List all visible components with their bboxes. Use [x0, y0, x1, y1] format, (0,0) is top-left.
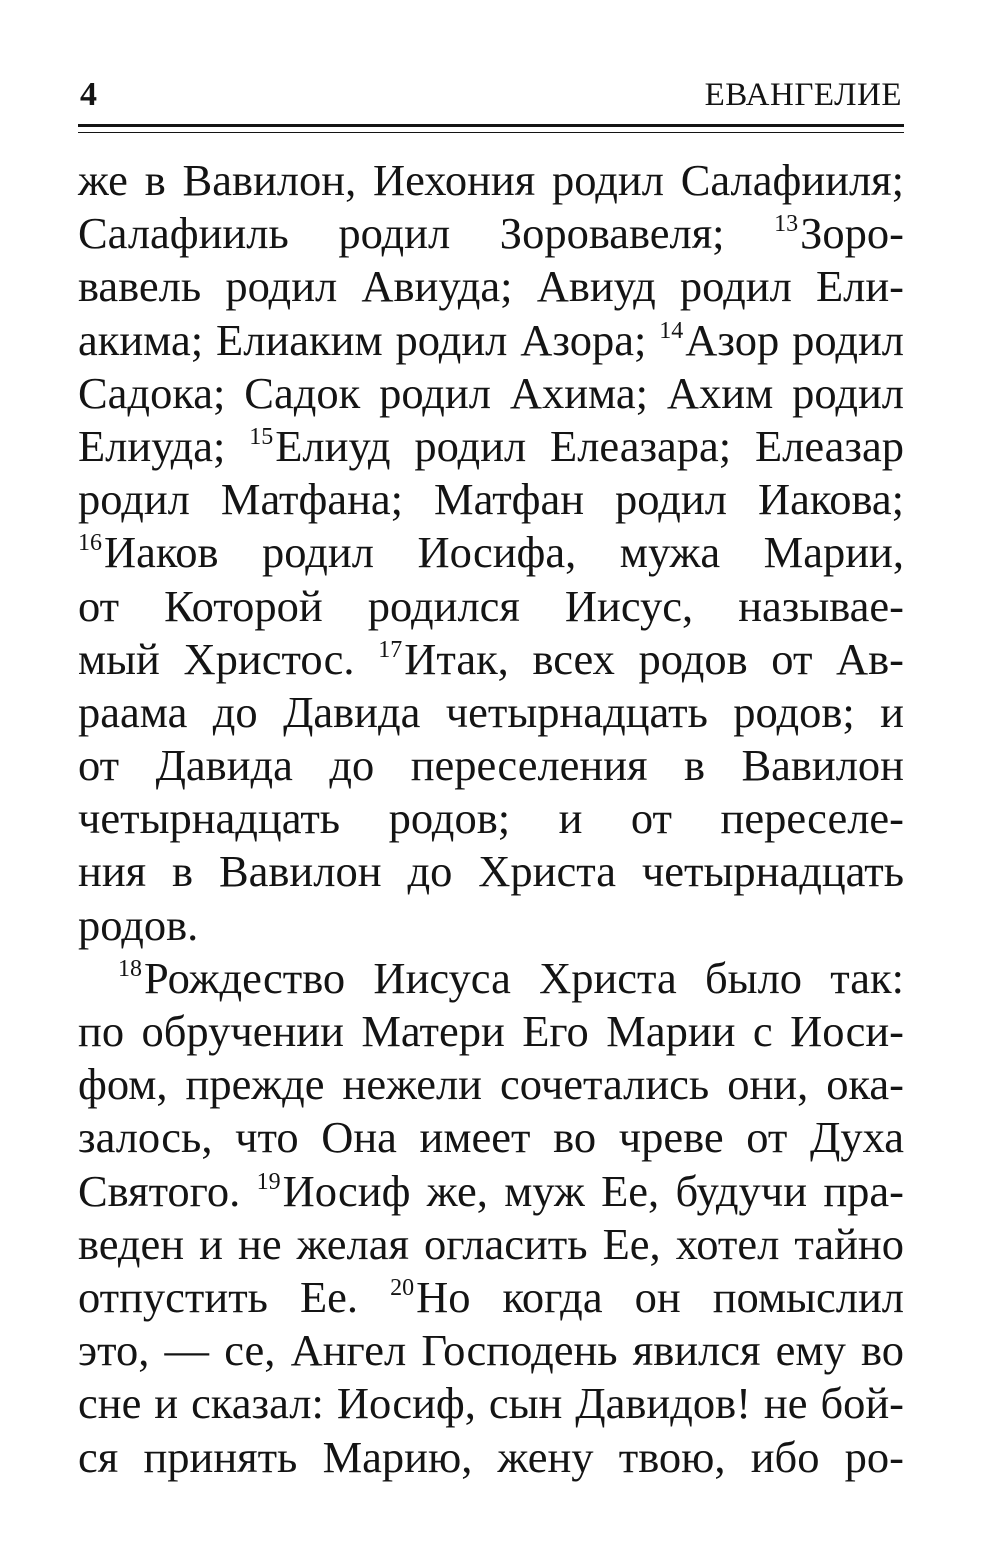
text-segment: Итак, всех родов от Ав-: [404, 633, 904, 684]
running-head: [80, 70, 902, 120]
text-line: [78, 526, 904, 579]
text-segment: от Которой родился Иисус, называе-: [78, 580, 904, 631]
text-line: [78, 154, 904, 207]
text-segment: Зоро-: [800, 208, 904, 259]
verse-number: 17: [378, 636, 403, 663]
text-line: [78, 792, 904, 845]
text-segment: четырнадцать родов; и от переселе-: [78, 793, 904, 844]
header-rule-thin: [78, 132, 904, 133]
verse-number: 13: [774, 211, 799, 238]
text-line: [78, 633, 904, 686]
verse-number: 19: [256, 1168, 281, 1195]
text-line: [78, 1324, 904, 1377]
text-segment: Иосиф же, муж Ее, будучи пра-: [282, 1165, 904, 1216]
text-line: [78, 1165, 904, 1218]
text-line: [78, 1005, 904, 1058]
text-line: [78, 207, 904, 260]
text-segment: веден и не желая огласить Ее, хотел тайно: [78, 1218, 904, 1269]
text-line: [78, 580, 904, 633]
text-line: [78, 473, 904, 526]
text-line: [78, 1111, 904, 1164]
text-segment: же в Вавилон, Иехония родил Салафииля;: [78, 155, 904, 205]
text-segment: Но когда он помыслил: [416, 1271, 904, 1322]
body-text: [78, 154, 904, 1484]
text-segment: Садока; Садок родил Ахима; Ахим родил: [78, 367, 904, 418]
text-segment: Рождество Иисуса Христа было так:: [144, 952, 904, 1003]
text-segment: отпустить Ее.: [78, 1271, 391, 1322]
text-segment: Елиуда;: [78, 420, 250, 471]
text-segment: залось, что Она имеет во чреве от Духа: [78, 1112, 904, 1163]
text-line: [78, 739, 904, 792]
text-segment: родов.: [78, 899, 199, 950]
text-line: [78, 1058, 904, 1111]
text-segment: по обручении Матери Его Марии с Иоси-: [78, 1006, 904, 1056]
page-number: 4: [80, 76, 97, 113]
text-line: [78, 845, 904, 898]
running-title: ЕВАНГЕЛИЕ: [704, 77, 902, 113]
text-line: [78, 367, 904, 420]
text-segment: Азор родил: [685, 314, 904, 365]
text-line: [78, 420, 904, 473]
text-segment: акима; Елиаким родил Азора;: [78, 314, 660, 365]
text-segment: ся принять Марию, жену твою, ибо ро-: [78, 1431, 904, 1482]
text-line: [78, 952, 904, 1005]
text-line: [78, 260, 904, 313]
text-segment: от Давида до переселения в Вавилон: [78, 740, 904, 791]
header-rule-thick: [78, 124, 904, 127]
text-line: [78, 1377, 904, 1430]
text-line: [78, 1218, 904, 1271]
text-line: [78, 686, 904, 739]
text-segment: это, — се, Ангел Господень явился ему во: [78, 1325, 904, 1376]
text-segment: родил Матфана; Матфан родил Иакова;: [78, 474, 904, 525]
text-segment: мый Христос.: [78, 633, 379, 684]
text-segment: Иаков родил Иосифа, мужа Марии,: [104, 527, 904, 578]
text-segment: фом, прежде нежели сочетались они, ока-: [78, 1059, 904, 1110]
text-line: [78, 1271, 904, 1324]
text-segment: ния в Вавилон до Христа четырнадцать: [78, 846, 904, 897]
text-segment: вавель родил Авиуда; Авиуд родил Ели-: [78, 261, 904, 312]
text-segment: сне и сказал: Иосиф, сын Давидов! не бой-: [78, 1378, 904, 1429]
text-segment: Салафииль родил Зоровавеля;: [78, 208, 775, 259]
verse-number: 15: [249, 423, 274, 450]
verse-number: 18: [118, 955, 142, 982]
verse-number: 14: [659, 317, 684, 344]
text-line: [78, 899, 904, 952]
text-segment: раама до Давида четырнадцать родов; и: [78, 686, 904, 737]
text-line: [78, 314, 904, 367]
text-segment: Святого.: [78, 1165, 257, 1216]
verse-number: 16: [78, 530, 102, 557]
text-line: [78, 1431, 904, 1484]
verse-number: 20: [390, 1274, 415, 1301]
text-segment: Елиуд родил Елеазара; Елеазар: [275, 420, 904, 471]
